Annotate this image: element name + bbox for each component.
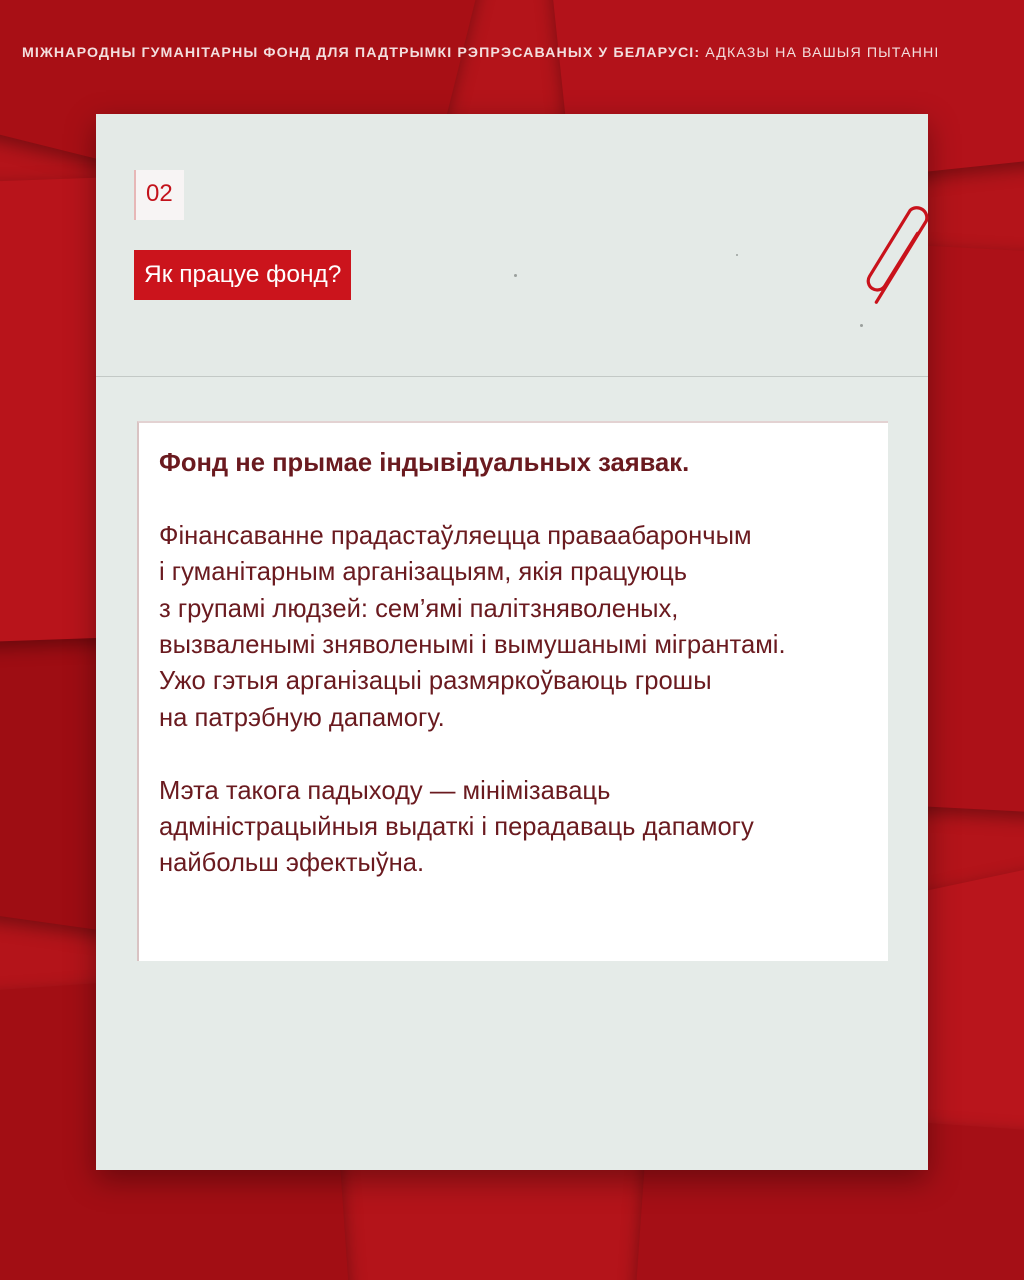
answer-paragraph-2 xyxy=(159,773,879,882)
paragraph-line: найбольш эфектыўна. xyxy=(159,849,425,878)
question-title: Як працуе фонд? xyxy=(134,250,351,300)
paragraph-line: вызваленымі зняволенымі і вымушанымі мігрантамі. xyxy=(159,631,786,660)
paragraph-line: Мэта такога падыходу — мінімізаваць xyxy=(159,776,611,805)
answer-lead: Фонд не прымае індывідуальных заявак. xyxy=(159,449,690,477)
paragraph-line: з групамі людзей: сем’ямі палітзняволеных, xyxy=(159,594,679,623)
header-organization: МІЖНАРОДНЫ ГУМАНІТАРНЫ ФОНД ДЛЯ ПАДТРЫМКІ РЭПРЭСАВАНЫХ У БЕЛАРУСІ: xyxy=(22,45,701,61)
paper-speck xyxy=(736,254,738,256)
paragraph-line: і гуманітарным арганізацыям, якія працуюць xyxy=(159,558,688,587)
paper-speck xyxy=(514,274,517,277)
card-header-area xyxy=(96,114,928,377)
paper-speck xyxy=(860,324,863,327)
paragraph-line: на патрэбную дапамогу. xyxy=(159,703,445,732)
paragraph-line: адміністрацыйныя выдаткі і перадаваць дапамогу xyxy=(159,813,754,842)
page-header xyxy=(22,45,1012,61)
answer-panel xyxy=(137,421,888,961)
answer-text xyxy=(159,445,879,882)
paragraph-line: Фінансаванне прадастаўляецца праваабарончым xyxy=(159,521,752,550)
paragraph-line: Ужо гэтыя арганізацыі размяркоўваюць грошы xyxy=(159,667,712,696)
question-number: 02 xyxy=(134,170,184,220)
answer-paragraph-1 xyxy=(159,518,879,736)
paperclip-icon xyxy=(866,198,932,318)
header-subtitle: АДКАЗЫ НА ВАШЫЯ ПЫТАННІ xyxy=(700,45,940,61)
